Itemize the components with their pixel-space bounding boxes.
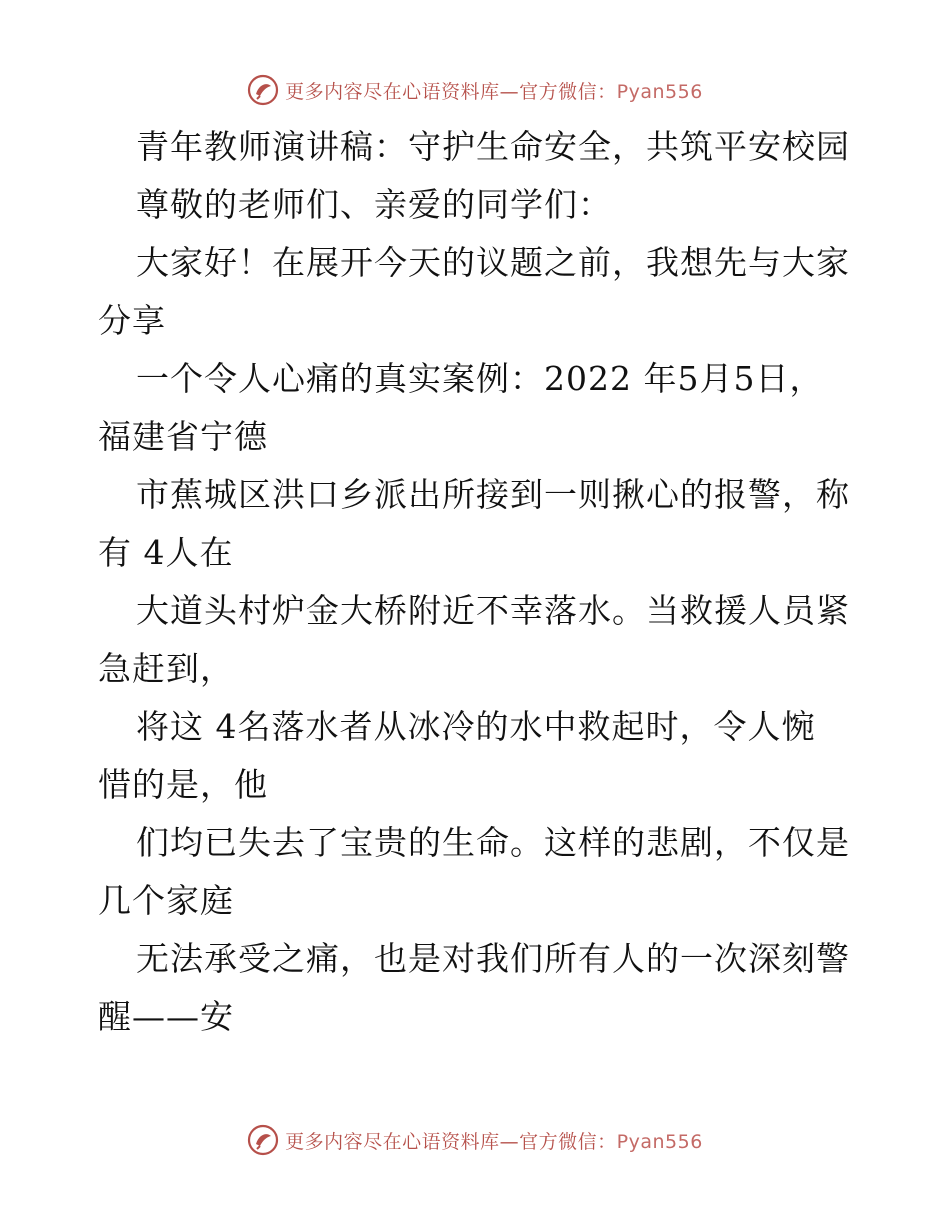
paragraph-line: 分享 bbox=[98, 301, 166, 340]
paragraph-line: 几个家庭 bbox=[98, 881, 234, 920]
paragraph-line: 大家好！在展开今天的议题之前，我想先与大家 bbox=[136, 243, 850, 282]
footer-banner-text: 更多内容尽在心语资料库—官方微信：Pyan556 bbox=[285, 1130, 703, 1153]
footer-banner bbox=[0, 1120, 950, 1160]
paragraph-line: 急赶到， bbox=[98, 649, 234, 688]
paragraph-line: 有 4人在 bbox=[98, 533, 234, 572]
paragraph-line: 们均已失去了宝贵的生命。这样的悲剧，不仅是 bbox=[136, 823, 850, 862]
paragraph-line: 无法承受之痛，也是对我们所有人的一次深刻警 bbox=[136, 939, 850, 978]
document-body bbox=[98, 118, 858, 1046]
paragraph-line: 大道头村炉金大桥附近不幸落水。当救援人员紧 bbox=[136, 591, 850, 630]
document-title: 青年教师演讲稿：守护生命安全，共筑平安校园 bbox=[136, 127, 850, 166]
paragraph-line: 市蕉城区洪口乡派出所接到一则揪心的报警，称 bbox=[136, 475, 850, 514]
footer-wechat-id: Pyan556 bbox=[616, 1130, 703, 1153]
brand-logo-icon bbox=[247, 74, 279, 106]
brand-logo-icon bbox=[247, 1124, 279, 1156]
paragraph-line: 将这 4名落水者从冰冷的水中救起时，令人惋 bbox=[136, 707, 816, 746]
header-banner-text: 更多内容尽在心语资料库—官方微信：Pyan556 bbox=[285, 80, 703, 103]
header-wechat-id: Pyan556 bbox=[616, 80, 703, 103]
paragraph-line: 醒——安 bbox=[98, 997, 234, 1036]
header-banner bbox=[0, 70, 950, 110]
paragraph-line: 福建省宁德 bbox=[98, 417, 268, 456]
salutation: 尊敬的老师们、亲爱的同学们： bbox=[136, 185, 612, 224]
paragraph-line: 一个令人心痛的真实案例：2022 年5月5日， bbox=[136, 359, 824, 398]
paragraph-line: 惜的是，他 bbox=[98, 765, 268, 804]
